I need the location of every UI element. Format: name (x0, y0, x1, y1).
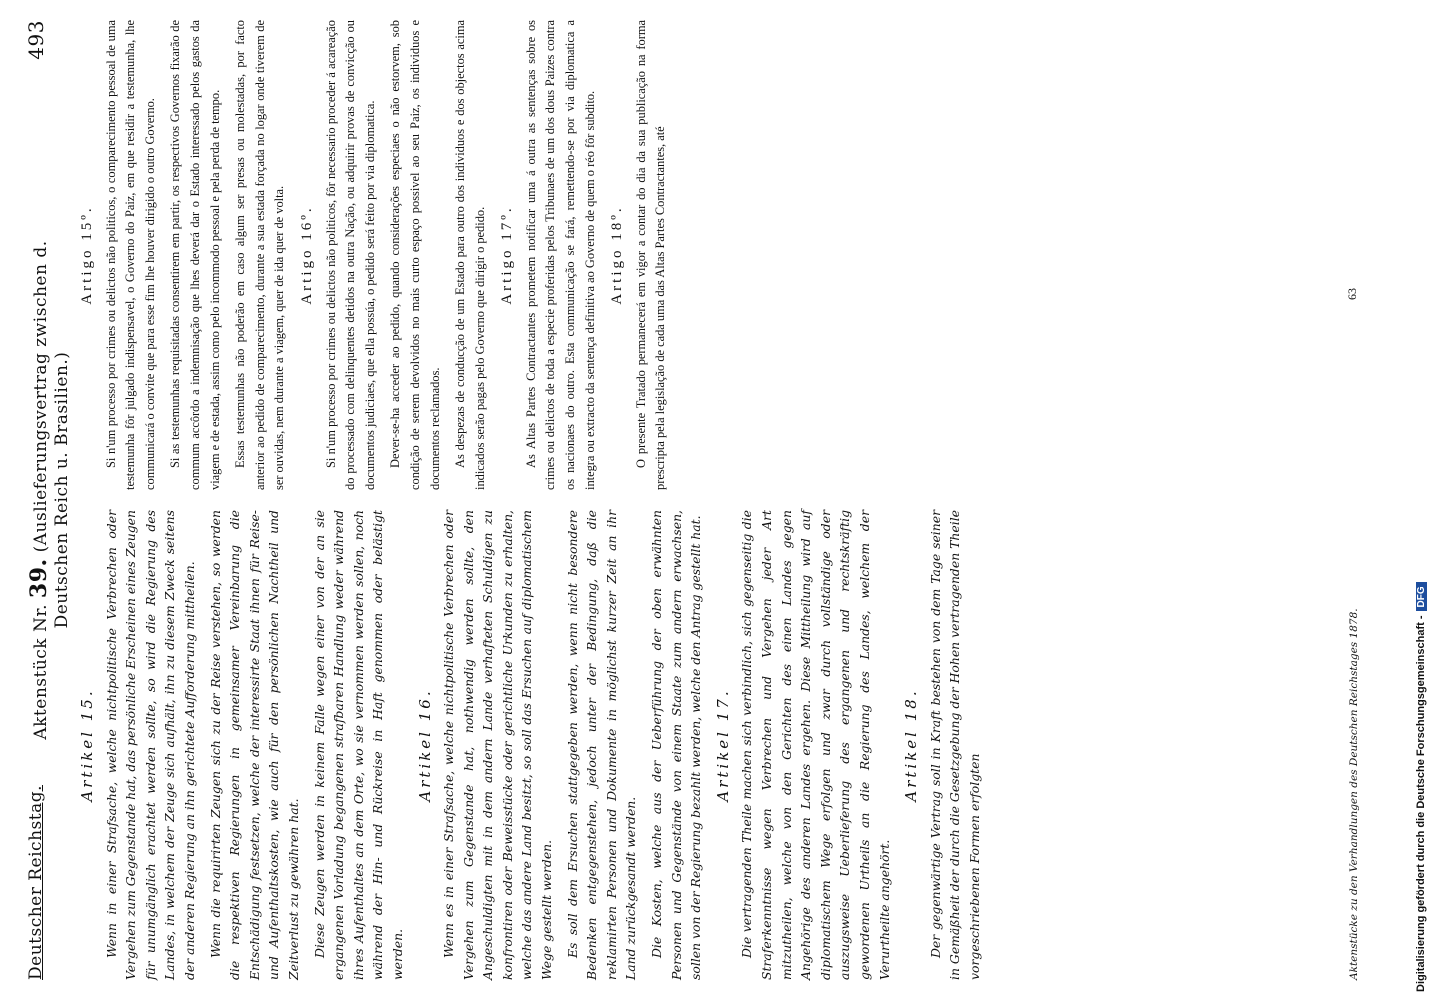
article-paragraph: Si as testemunhas requisitadas consentirem em partir, os respectivos Governos fixarão de commum accôrdo a indemnisação que lhes deverá dar o Estado interessado pelos gastos da viagem e de estada, assim como pelo incommodo pessoal e pela perda de tempo. (168, 20, 222, 490)
article-paragraph: Die vertragenden Theile machen sich verbindlich, sich gegenseitig die Straferkenntnisse wegen Verbrechen und Vergehen jeder Art mitzutheilen, welche von den Gerichten des einen Landes gegen Angehörige des anderen Landes ergehen. Diese Mittheilung wird auf diplomatischem Wege erfolgen und zwar durch vollständige oder auszugsweise Ueberlieferung des ergangenen und rechtskräftig gewordenen Urtheils an die Regierung des Landes, welchem der Verurtheilte angehört. (739, 510, 892, 980)
article-paragraph: Diese Zeugen werden in keinem Falle wegen einer von der an sie ergangenen Vorladung begangenen strafbaren Handlung weder während ihres Aufenthaltes an dem Orte, wo sie vernommen werden sollen, noch während der Hin- und Rückreise in Haft genommen oder belästigt werden. (311, 510, 405, 980)
page-header (22, 20, 72, 980)
article-paragraph: As despezas de conducção de um Estado para outro dos individuos e dos objectos acima indicados serão pagas pelo Governo que dirigir o pedido. (453, 20, 487, 490)
header-prefix: Aktenstück Nr. (31, 603, 51, 740)
article-title: Artigo 16º. (298, 205, 315, 305)
article-paragraph: O presente Tratado permanecerá em vigor a contar do dia da sua publicação na forma prescripta pela legislação de cada uma das Altas Partes Contractantes, até (633, 20, 668, 490)
header-title (26, 190, 72, 790)
article-paragraph: Es soll dem Ersuchen stattgegeben werden, wenn nicht besondere Bedenken entgegenstehen, jedoch unter der Bedingung, daß die reklamirten Personen und Dokumente in möglichst kurzer Zeit an ihr Land zurückgesandt werden. (564, 510, 639, 980)
article-title: Artigo 17º. (499, 205, 516, 305)
digitization-text: Digitalisierung gefördert durch die Deutsche Forschungsgemeinschaft - (1415, 615, 1427, 992)
article-title: Artikel 15. (78, 688, 96, 802)
article-paragraph: As Altas Partes Contractantes prometem notificar uma á outra as sentenças sobre os crimes ou delictos de toda a especie proferidas pelos Tribunaes de um dos dous Paizes contra os nacionaes do outro. Esta communicação se fará, remettendo-se por via diplomatica a integra ou extracto da sentença definitiva ao Governo de quem o réo fôr subdito. (523, 20, 597, 490)
article-title: Artigo 18º. (609, 205, 626, 305)
dfg-logo: DFG (1416, 582, 1427, 611)
page-number: 493 (24, 20, 48, 60)
article-title: Artikel 18. (902, 688, 921, 802)
header-subject: (Auslieferungsvertrag zwischen d. Deutschen Reich u. Brasilien.) (31, 240, 72, 629)
article-title: Artigo 15º. (79, 205, 95, 305)
article-paragraph: Dever-se-ha acceder ao pedido, quando considerações especiaes o não estorvem, sob condição de serem devolvidos no mais curto espaço possivel ao seu Paiz, os individuos e documentos reclamados. (388, 20, 442, 490)
article-title: Artikel 17. (713, 688, 732, 802)
digitization-note (1410, 8, 1432, 992)
footer-note: Aktenstücke zu den Verhandlungen des Deutschen Reichstages 1878. (1348, 608, 1360, 980)
article-paragraph: Der gegenwärtige Vertrag soll in Kraft bestehen von dem Tage seiner in Gemäßheit der durch die Gesetzgebung der Hohen vertragenden Theile vorgeschriebenen Formen erfolgten (927, 510, 982, 980)
article-paragraph: Essas testemunhas não poderão em caso algum ser presas ou molestadas, por facto anterior ao pedido de comparecimento, durante a sua estada forçada no logar onde tiverem de ser ouvidas, nem durante a viagem, quer de ida quer de volta. (233, 20, 287, 490)
article-paragraph: Wenn die requirirten Zeugen sich zu der Reise verstehen, so werden die respektiven Regierungen in gemeinsamer Vereinbarung die Entschädigung festsetzen, welche der interessirte Staat ihnen für Reise- und Aufenthaltskosten, wie auch für den persönlichen Nachtheil und Zeitverlust zu gewähren hat. (207, 510, 301, 980)
header-publication: Deutscher Reichstag. (26, 785, 46, 980)
article-paragraph: Si n'um processo por crimes ou delictos não politicos, o comparecimento pessoal de uma testemunha fôr julgado indispensavel, o Governo do Paiz, em que residir a testemunha, lhe communicará o convite que para esse fim lhe houver dirigido o outro Governo. (103, 20, 157, 490)
header-number: 39. (26, 558, 52, 599)
article-paragraph: Wenn in einer Strafsache, welche nichtpolitische Verbrechen oder Vergehen zum Gegenstande hat, das persönliche Erscheinen eines Zeugen für unumgänglich erachtet werden sollte, so wird die Regierung des Landes, in welchem der Zeuge sich aufhält, ihn zu diesem Zweck seitens der anderen Regierung an ihn gerichtete Aufforderung mittheilen. (103, 510, 197, 980)
sheet-mark: 63 (1345, 288, 1359, 300)
german-column (70, 510, 991, 980)
article-paragraph: Si n'um processo por crimes ou delictos não politicos, fôr necessario proceder á acareação do processado com delinquentes detidos na outra Nação, ou adquirir provas de convicção ou documentos judiciaes, que ella possúa, o pedido será feito por via diplomatica. (323, 20, 377, 490)
article-title: Artikel 16. (415, 688, 434, 802)
article-paragraph: Die Kosten, welche aus der Ueberführung der oben erwähnten Personen und Gegenstände von einem Staate zum andern erwachsen, sollen von der Regierung bezahlt werden, welche den Antrag gestellt hat. (649, 510, 704, 980)
portuguese-column (70, 20, 677, 490)
article-paragraph: Wenn es in einer Strafsache, welche nichtpolitische Verbrechen oder Vergehen zum Gegenstande hat, nothwendig werden sollte, den Angeschuldigten mit in dem andern Lande verhafteten Schuldigen zu konfrontiren oder Beweisstücke oder gerichtliche Urkunden zu erhalten, welche das andere Land besitzt, so soll das Ersuchen auf diplomatischem Wege gestellt werden. (441, 510, 555, 980)
